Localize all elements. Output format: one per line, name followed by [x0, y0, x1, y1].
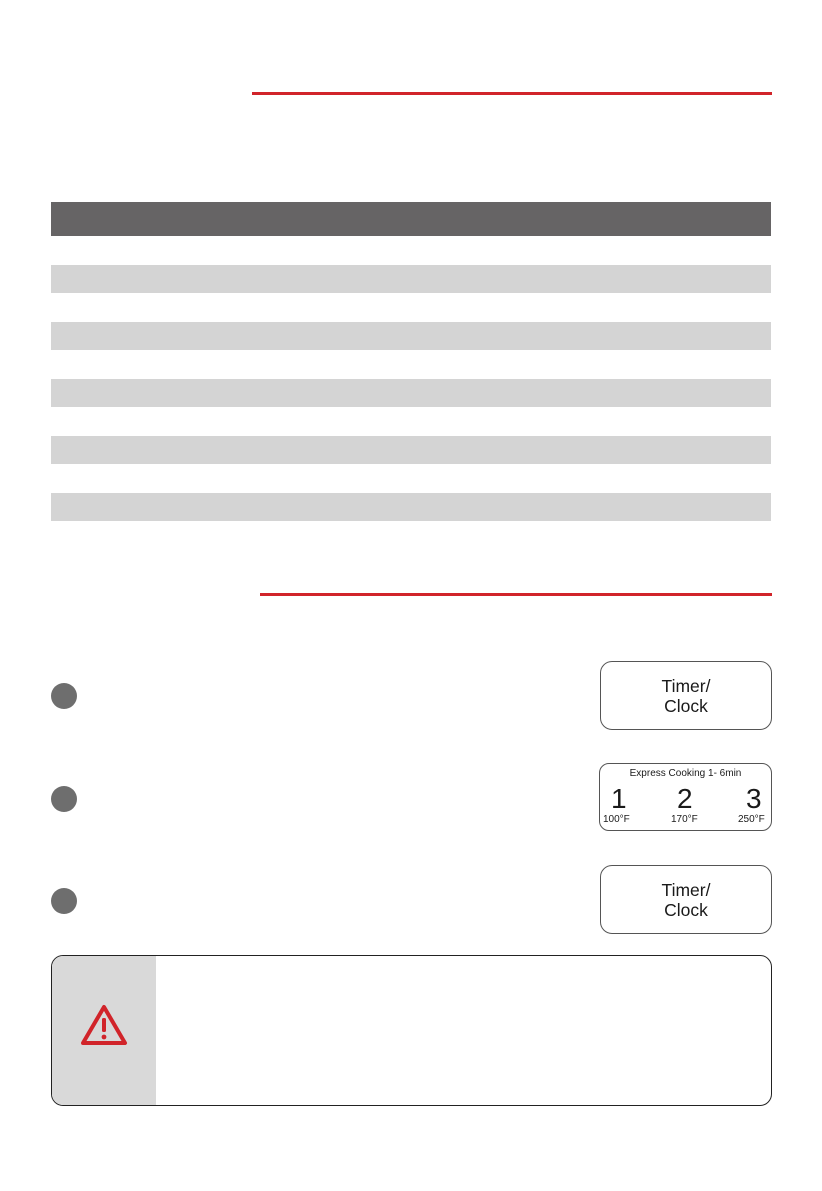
- section1-rule: [252, 92, 772, 95]
- table-row: [51, 379, 771, 408]
- settings-table: [51, 202, 771, 521]
- table-row: [51, 350, 771, 379]
- express-cooking-title: Express Cooking 1- 6min: [629, 768, 742, 779]
- step-3-marker: [51, 888, 77, 914]
- warning-sidebar: [52, 956, 156, 1105]
- option-3-temp: 250°F: [738, 814, 765, 825]
- option-1-temp: 100°F: [603, 814, 630, 825]
- table-row: [51, 265, 771, 294]
- table-row: [51, 322, 771, 351]
- table-row: [51, 493, 771, 522]
- step-1-marker: [51, 683, 77, 709]
- key-label-line2: Clock: [664, 695, 708, 716]
- table-row: [51, 236, 771, 265]
- option-2-temp: 170°F: [671, 814, 698, 825]
- key-label-line1: Timer/: [661, 879, 711, 900]
- timer-clock-button[interactable]: [600, 865, 772, 934]
- table-row: [51, 293, 771, 322]
- key-label-line1: Timer/: [661, 675, 711, 696]
- step-2-marker: [51, 786, 77, 812]
- option-3-number[interactable]: 3: [746, 783, 762, 814]
- table-row: [51, 436, 771, 465]
- table-row: [51, 464, 771, 493]
- key-label-line2: Clock: [664, 899, 708, 920]
- express-cooking-panel: [599, 763, 772, 831]
- option-1-number[interactable]: 1: [611, 783, 627, 814]
- timer-clock-button[interactable]: [600, 661, 772, 730]
- table-header: [51, 202, 771, 236]
- table-row: [51, 407, 771, 436]
- warning-triangle-icon: [80, 1004, 128, 1046]
- warning-box: [51, 955, 772, 1106]
- section2-rule: [260, 593, 772, 596]
- option-2-number[interactable]: 2: [677, 783, 693, 814]
